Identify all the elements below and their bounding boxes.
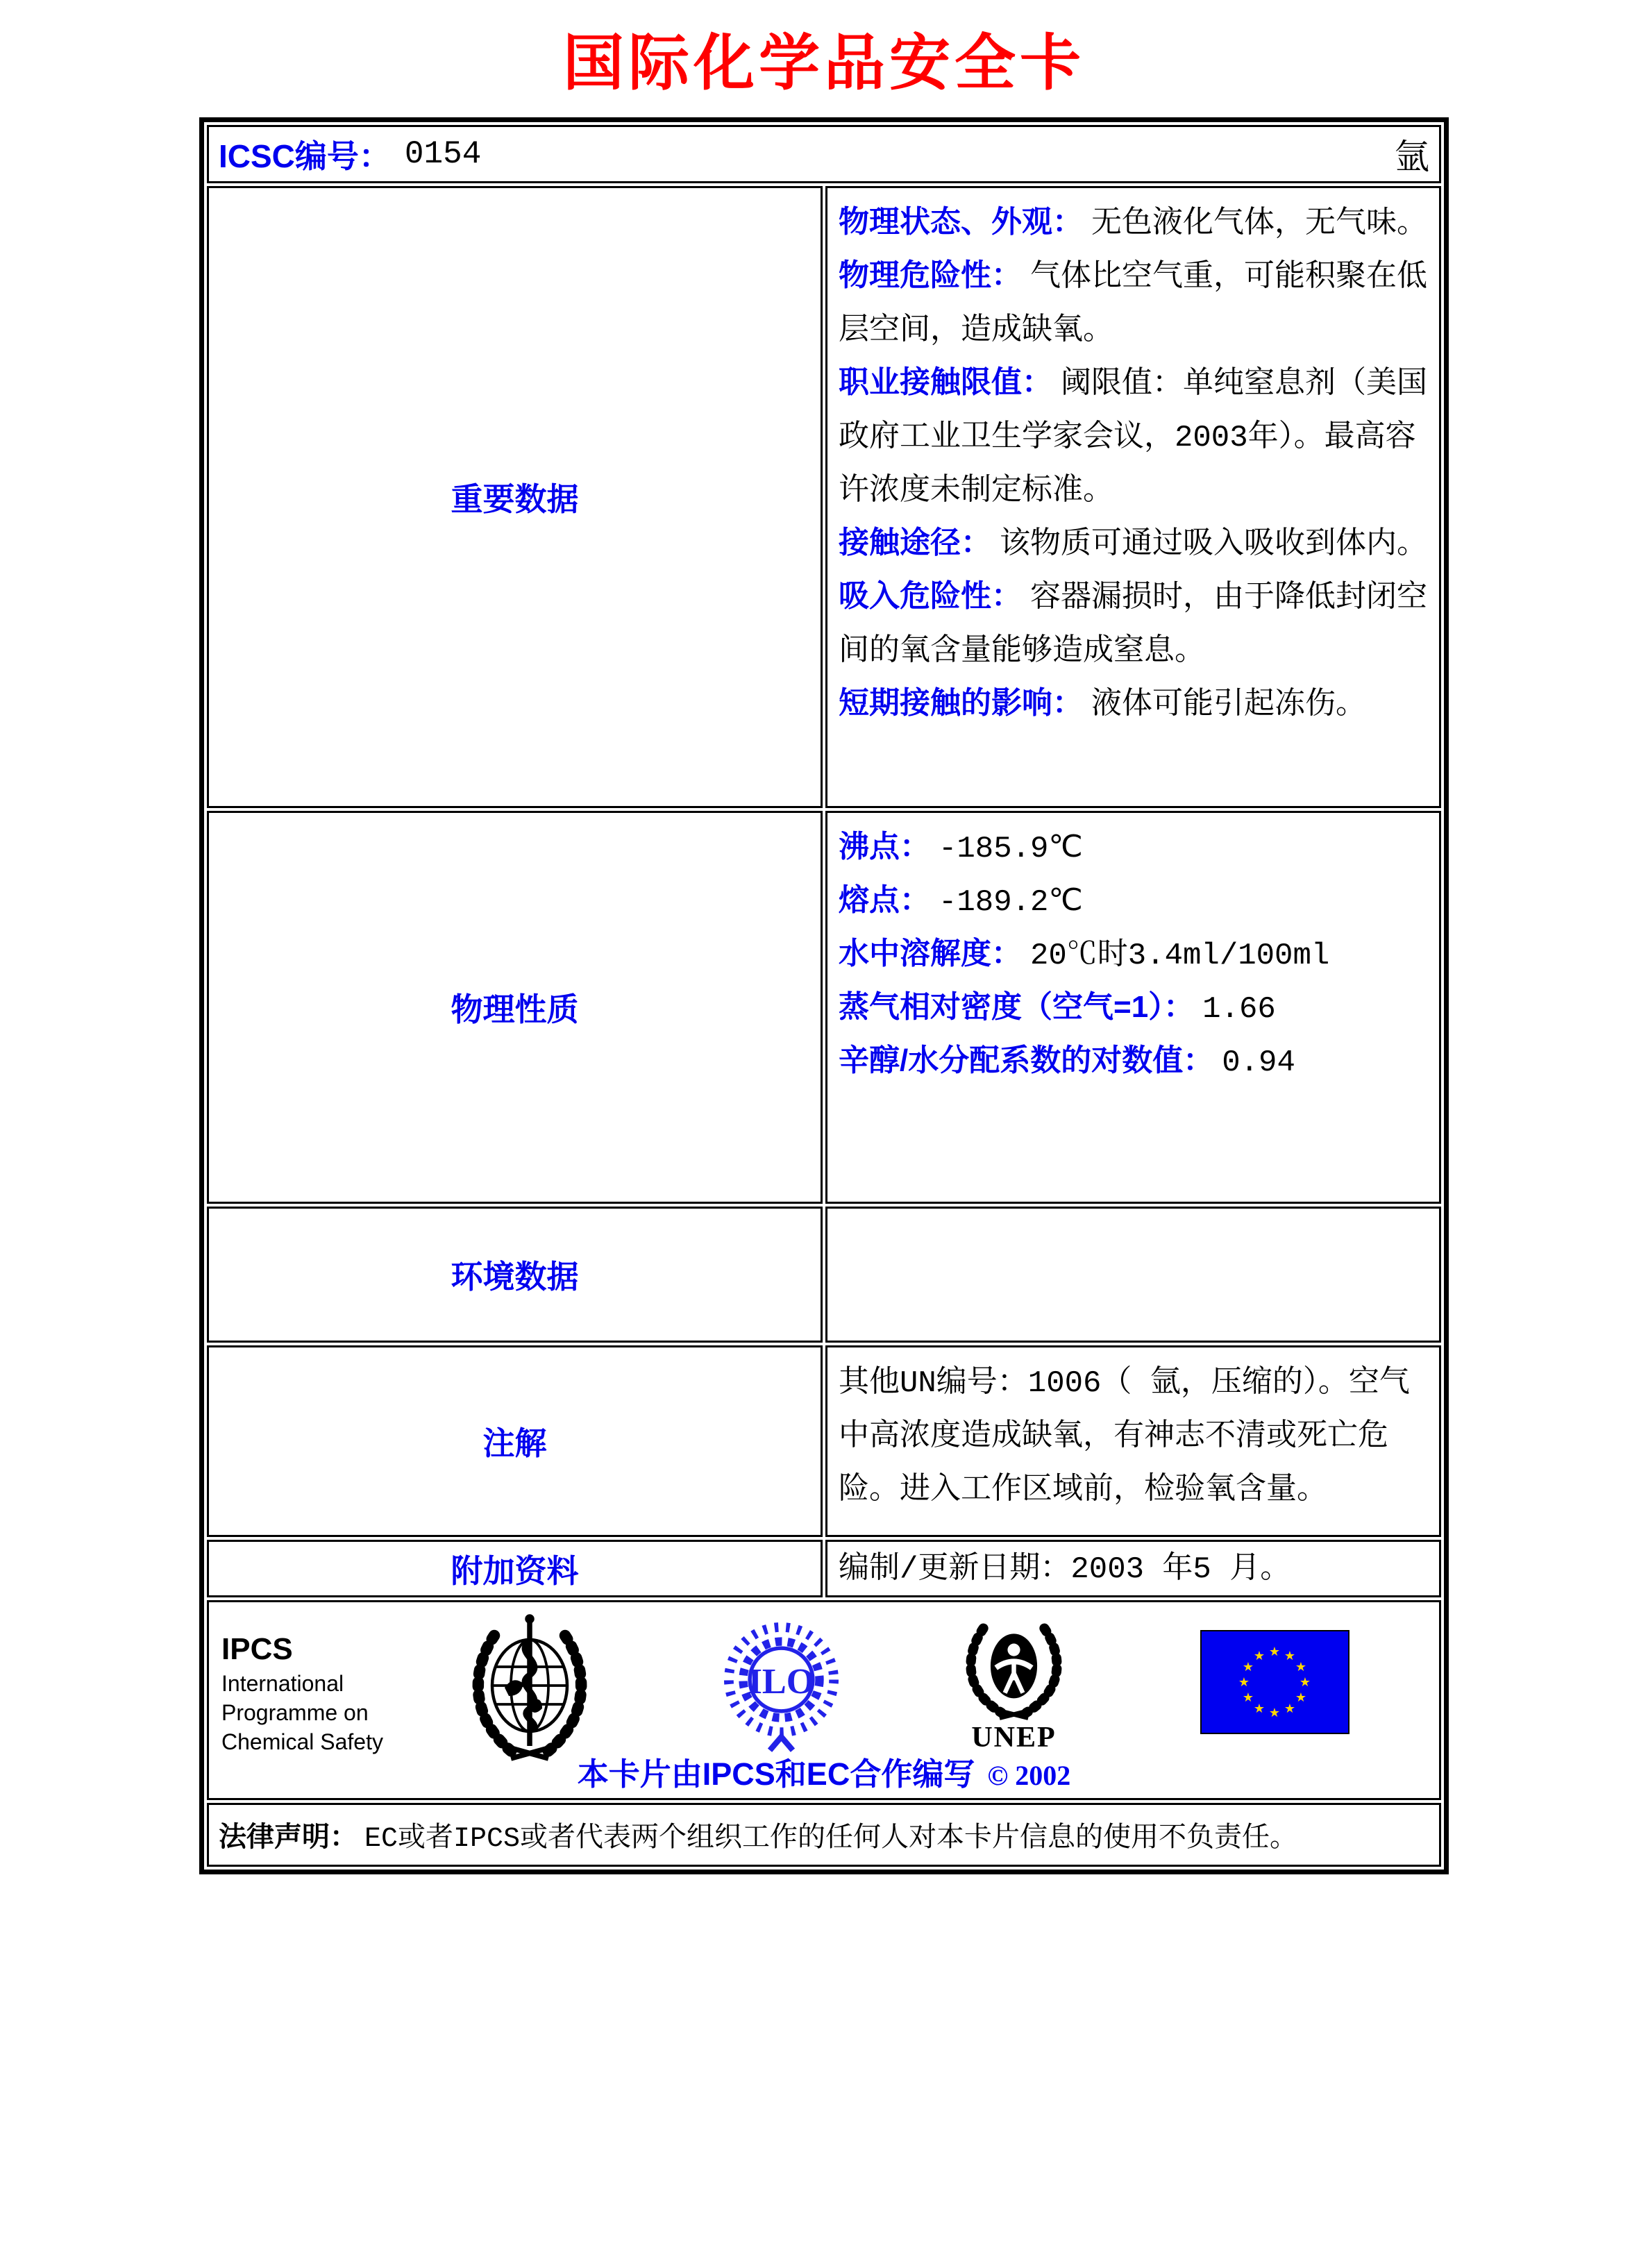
ipcs-line: International bbox=[221, 1671, 344, 1697]
field-value: 20℃时3.4ml/100ml bbox=[1030, 939, 1330, 974]
ipcs-text-block bbox=[221, 1630, 383, 1756]
field-row bbox=[839, 357, 1428, 517]
field-row bbox=[839, 1035, 1428, 1089]
section-label-important-data bbox=[207, 186, 823, 808]
logos-cell bbox=[207, 1600, 1441, 1800]
unep-logo-block bbox=[960, 1618, 1068, 1754]
field-value: 阈限值：单纯窒息剂（美国政府工业卫生学家会议，2003年）。最高容许浓度未制定标准。 bbox=[839, 367, 1427, 510]
svg-text:★: ★ bbox=[1284, 1649, 1296, 1664]
field-value: 该物质可通过吸入吸收到体内。 bbox=[1000, 528, 1427, 563]
physical-properties-row bbox=[207, 811, 1441, 1204]
who-logo-icon bbox=[467, 1611, 592, 1767]
ipcs-title: IPCS bbox=[221, 1632, 293, 1667]
field-value: -189.2℃ bbox=[939, 885, 1083, 921]
unep-label: UNEP bbox=[971, 1722, 1057, 1754]
environmental-data-row bbox=[207, 1207, 1441, 1343]
field-value: 0.94 bbox=[1222, 1045, 1295, 1081]
svg-text:★: ★ bbox=[1284, 1702, 1296, 1717]
field-label: 接触途径： bbox=[839, 526, 991, 560]
field-label: 物理危险性： bbox=[839, 258, 1022, 293]
field-row bbox=[839, 678, 1428, 731]
section-content-environmental-data bbox=[825, 1207, 1441, 1343]
legal-text: EC或者IPCS或者代表两个组织工作的任何人对本卡片信息的使用不负责任。 bbox=[364, 1824, 1298, 1856]
section-label-additional-info bbox=[207, 1540, 823, 1597]
field-label: 物理状态、外观： bbox=[839, 205, 1083, 240]
svg-text:★: ★ bbox=[1295, 1660, 1307, 1675]
additional-info-row bbox=[207, 1540, 1441, 1597]
field-row bbox=[839, 821, 1428, 875]
field-value: 无色液化气体，无气味。 bbox=[1091, 207, 1427, 242]
section-label-physical-properties bbox=[207, 811, 823, 1204]
field-value: 气体比空气重，可能积聚在低层空间，造成缺氧。 bbox=[839, 260, 1427, 349]
icsc-number-cell bbox=[207, 125, 1441, 183]
section-content-notes bbox=[825, 1345, 1441, 1537]
field-value: 液体可能引起冻伤。 bbox=[1091, 688, 1366, 723]
field-row bbox=[839, 982, 1428, 1035]
legal-cell bbox=[207, 1803, 1441, 1867]
section-label-text: 重要数据 bbox=[451, 481, 579, 518]
copyright-text: © 2002 bbox=[987, 1760, 1071, 1792]
logos-row bbox=[207, 1600, 1441, 1800]
additional-info-text: 编制/更新日期：2003 年5 月。 bbox=[839, 1552, 1291, 1588]
svg-text:★: ★ bbox=[1238, 1675, 1250, 1690]
svg-text:★: ★ bbox=[1299, 1675, 1311, 1690]
field-label: 吸入危险性： bbox=[839, 579, 1022, 614]
field-row bbox=[839, 875, 1428, 928]
legal-label: 法律声明： bbox=[219, 1822, 358, 1853]
field-value: 1.66 bbox=[1202, 992, 1276, 1027]
section-label-environmental-data bbox=[207, 1207, 823, 1343]
field-label: 熔点： bbox=[839, 883, 930, 918]
svg-text:★: ★ bbox=[1242, 1690, 1254, 1706]
ilo-logo-icon bbox=[724, 1616, 839, 1758]
svg-text:★: ★ bbox=[1253, 1702, 1266, 1717]
section-content-additional-info bbox=[825, 1540, 1441, 1597]
chemical-name: 氩 bbox=[1395, 137, 1429, 177]
field-value: 容器漏损时，由于降低封闭空间的氧含量能够造成窒息。 bbox=[839, 581, 1427, 670]
svg-text:★: ★ bbox=[1242, 1660, 1254, 1675]
icsc-number-row bbox=[207, 125, 1441, 183]
svg-text:★: ★ bbox=[1268, 1706, 1281, 1721]
icsc-number-label: ICSC编号： bbox=[219, 138, 391, 175]
svg-text:★: ★ bbox=[1268, 1645, 1281, 1660]
field-row bbox=[839, 928, 1428, 982]
unep-logo-icon bbox=[960, 1618, 1068, 1722]
field-row bbox=[839, 250, 1428, 357]
cooperation-caption bbox=[209, 1749, 1439, 1794]
field-label: 短期接触的影响： bbox=[839, 686, 1083, 721]
ipcs-line: Chemical Safety bbox=[221, 1729, 383, 1755]
icsc-page bbox=[0, 29, 1648, 1874]
icsc-card-table bbox=[199, 117, 1449, 1874]
ipcs-line: Programme on bbox=[221, 1700, 369, 1726]
section-label-text: 注解 bbox=[482, 1425, 547, 1462]
section-label-text: 附加资料 bbox=[451, 1552, 579, 1589]
icsc-number-value: 0154 bbox=[404, 136, 482, 173]
section-content-important-data bbox=[825, 186, 1441, 808]
notes-row bbox=[207, 1345, 1441, 1537]
svg-text:ILO: ILO bbox=[748, 1661, 815, 1702]
notes-text: 其他UN编号：1006（ 氩，压缩的）。空气中高浓度造成缺氧，有神志不清或死亡危险。进入工作区域前，检验氧含量。 bbox=[839, 1366, 1410, 1509]
section-label-text: 环境数据 bbox=[451, 1259, 579, 1295]
svg-text:★: ★ bbox=[1295, 1690, 1307, 1706]
svg-text:★: ★ bbox=[1253, 1649, 1266, 1664]
field-row bbox=[839, 571, 1428, 678]
field-row bbox=[839, 196, 1428, 250]
eu-flag-icon bbox=[1200, 1630, 1349, 1734]
field-label: 沸点： bbox=[839, 830, 930, 864]
field-label: 辛醇/水分配系数的对数值： bbox=[839, 1043, 1214, 1078]
section-content-physical-properties bbox=[825, 811, 1441, 1204]
section-label-notes bbox=[207, 1345, 823, 1537]
field-label: 职业接触限值： bbox=[839, 365, 1052, 400]
field-label: 蒸气相对密度（空气=1）： bbox=[839, 990, 1195, 1025]
section-label-text: 物理性质 bbox=[451, 991, 579, 1028]
page-title: 国际化学品安全卡 bbox=[562, 31, 1085, 98]
important-data-row bbox=[207, 186, 1441, 808]
legal-row bbox=[207, 1803, 1441, 1867]
field-value: -185.9℃ bbox=[939, 832, 1083, 867]
field-label: 水中溶解度： bbox=[839, 936, 1022, 971]
caption-text: 本卡片由IPCS和EC合作编写 bbox=[577, 1756, 975, 1792]
field-row bbox=[839, 517, 1428, 571]
